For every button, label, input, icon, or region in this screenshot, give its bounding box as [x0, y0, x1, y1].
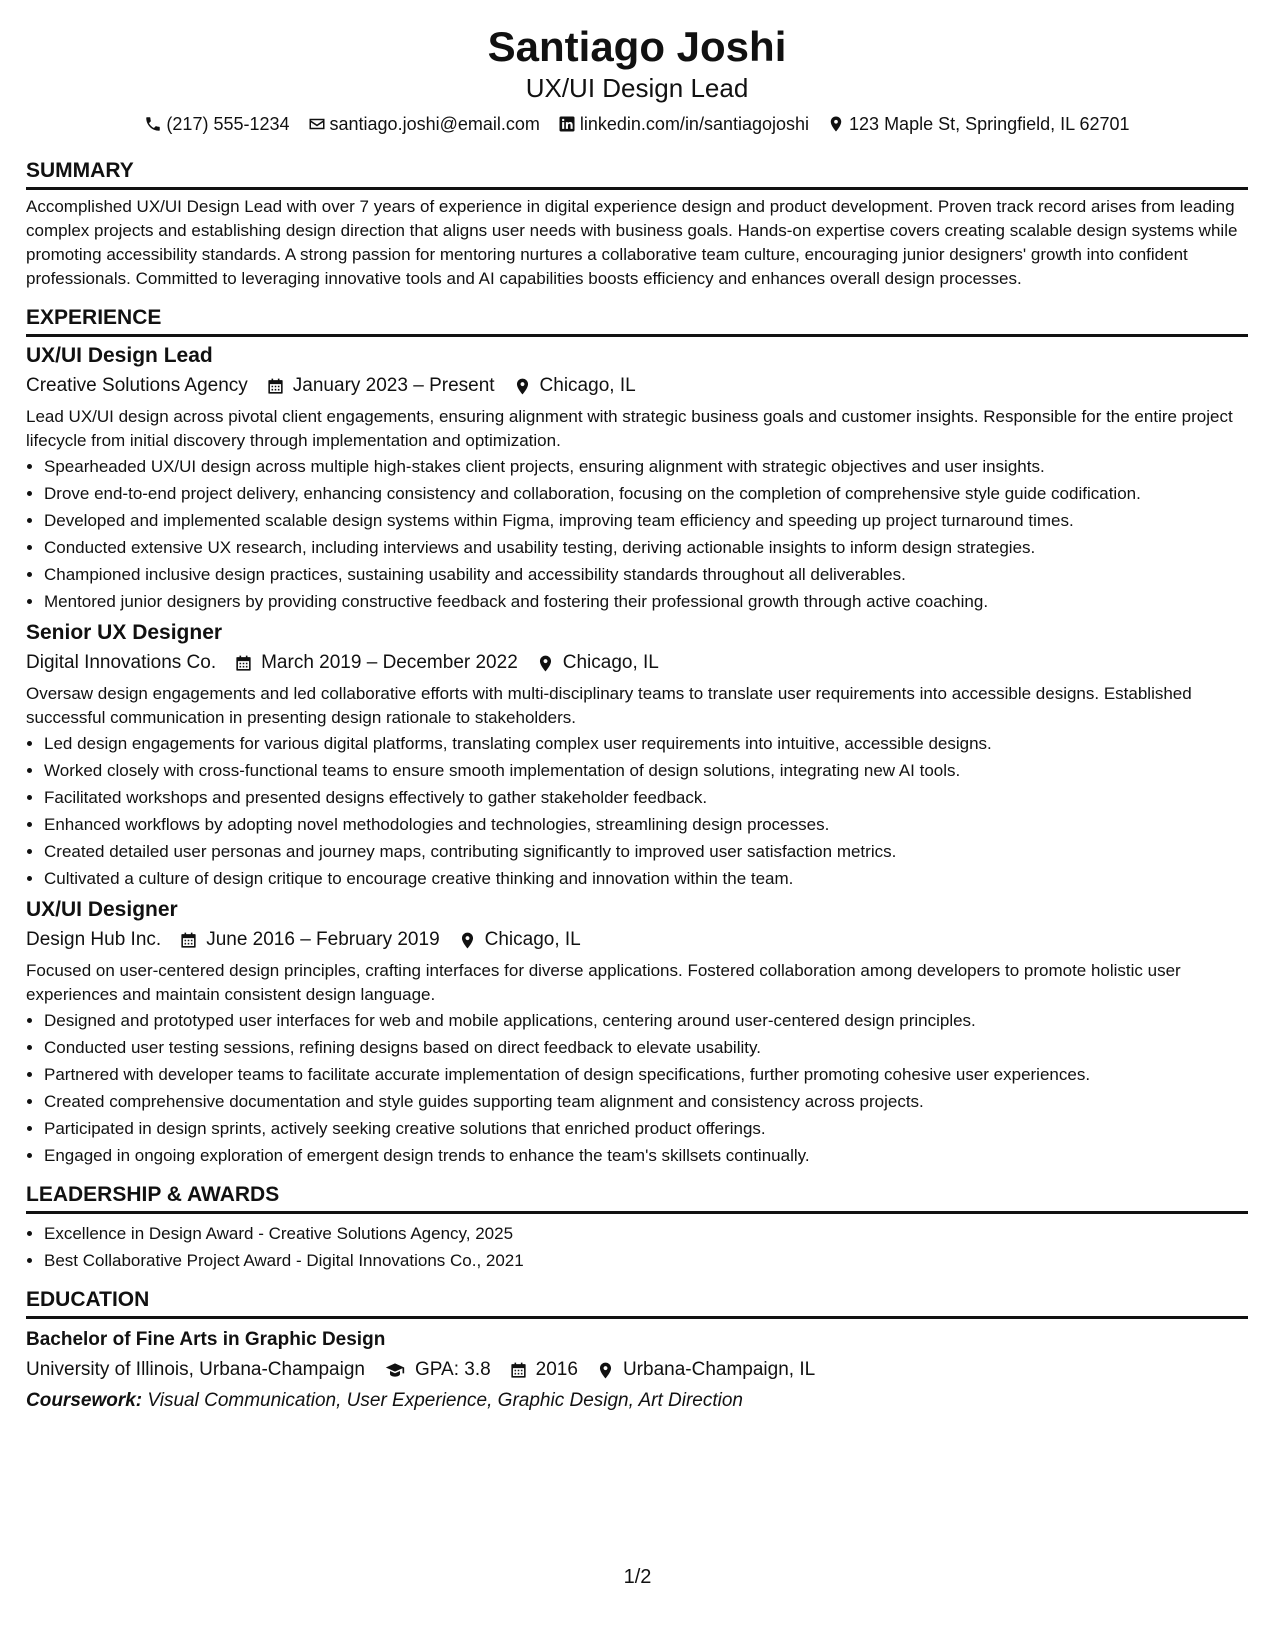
- list-item: • Drove end-to-end project delivery, enhancing consistency and collaboration, focusing on the completion of comprehensive style guide codification.: [44, 482, 1248, 506]
- calendar-icon: [266, 377, 285, 396]
- list-item: • Participated in design sprints, actively seeking creative solutions that enriched product offerings.: [44, 1117, 1248, 1141]
- job-title: UX/UI Design Lead: [26, 344, 213, 367]
- job-bullets: [26, 1009, 1248, 1168]
- list-item: • Spearheaded UX/UI design across multiple high-stakes client projects, ensuring alignment with strategic objectives and user insights.: [44, 455, 1248, 479]
- list-item: • Enhanced workflows by adopting novel methodologies and technologies, streamlining design processes.: [44, 813, 1248, 837]
- phone-icon: [144, 115, 162, 133]
- education-heading: EDUCATION: [26, 1287, 1248, 1319]
- job-dates: January 2023 – Present: [292, 375, 495, 396]
- contact-phone[interactable]: [144, 112, 289, 136]
- job-title: UX/UI Designer: [26, 898, 178, 921]
- list-item: • Engaged in ongoing exploration of emergent design trends to enhance the team's skillsets continually.: [44, 1144, 1248, 1168]
- contact-linkedin[interactable]: [558, 112, 809, 136]
- candidate-headline: UX/UI Design Lead: [525, 73, 749, 103]
- resume-page: [26, 22, 1248, 1414]
- education-section: [26, 1287, 1248, 1414]
- map-pin-icon: [513, 377, 532, 396]
- job-dates: June 2016 – February 2019: [206, 929, 440, 950]
- job-entry: [26, 897, 1248, 1168]
- calendar-icon: [179, 931, 198, 950]
- calendar-icon: [509, 1361, 528, 1380]
- map-pin-icon: [458, 931, 477, 950]
- job-title: Senior UX Designer: [26, 621, 223, 644]
- job-dates: March 2019 – December 2022: [261, 652, 518, 673]
- list-item: • Partnered with developer teams to facilitate accurate implementation of design specifications, further promoting cohesive user experiences.: [44, 1063, 1248, 1087]
- list-item: • Led design engagements for various digital platforms, translating complex user requirements into intuitive, accessible designs.: [44, 732, 1248, 756]
- job-description: Oversaw design engagements and led collaborative efforts with multi-disciplinary teams to translate user requirements into accessible designs. Established successful communication in presenting design rationale to stakeholders.: [26, 684, 1192, 727]
- list-item: • Mentored junior designers by providing constructive feedback and fostering their professional growth through active coaching.: [44, 590, 1248, 614]
- map-pin-icon: [827, 115, 845, 133]
- list-item: • Designed and prototyped user interfaces for web and mobile applications, centering around user-centered design principles.: [44, 1009, 1248, 1033]
- list-item: • Developed and implemented scalable design systems within Figma, improving team efficiency and speeding up project turnaround times.: [44, 509, 1248, 533]
- calendar-icon: [234, 654, 253, 673]
- job-description: Focused on user-centered design principles, crafting interfaces for diverse applications. Fostered collaboration among developers to promote holistic user experiences and maintain consistent design language.: [26, 961, 1181, 1004]
- coursework: [26, 1388, 1248, 1414]
- list-item: • Cultivated a culture of design critique to encourage creative thinking and innovation within the team.: [44, 867, 1248, 891]
- job-company: Design Hub Inc.: [26, 929, 162, 950]
- page-number: 1/2: [623, 1566, 652, 1588]
- education-gpa: GPA: 3.8: [414, 1359, 491, 1380]
- education-year: 2016: [535, 1359, 578, 1380]
- list-item: • Created comprehensive documentation and style guides supporting team alignment and consistency across projects.: [44, 1090, 1248, 1114]
- list-item: • Worked closely with cross-functional teams to ensure smooth implementation of design solutions, integrating new AI tools.: [44, 759, 1248, 783]
- list-item: • Excellence in Design Award - Creative Solutions Agency, 2025: [44, 1222, 1248, 1246]
- resume-header: [26, 22, 1248, 136]
- summary-section: [26, 158, 1248, 291]
- contact-address-text: 123 Maple St, Springfield, IL 62701: [849, 114, 1130, 134]
- experience-section: [26, 305, 1248, 1168]
- job-bullets: [26, 455, 1248, 614]
- job-meta: [26, 650, 1248, 676]
- linkedin-icon: [558, 115, 576, 133]
- contact-address: [827, 112, 1130, 136]
- summary-heading: SUMMARY: [26, 158, 1248, 190]
- contact-email[interactable]: [308, 112, 540, 136]
- summary-text: Accomplished UX/UI Design Lead with over 7 years of experience in digital experience design and product development. Proven track record arises from leading complex projects and establishing design direction that aligns user needs with business goals. Hands-on expertise covers creating scalable design systems while promoting accessibility standards. A strong passion for mentoring nurtures a collaborative team culture, encouraging junior designers' growth into confident professionals. Committed to leveraging innovative tools and AI capabilities boosts efficiency and enhances overall design processes.: [26, 197, 1238, 288]
- awards-list: [26, 1222, 1248, 1273]
- list-item: • Created detailed user personas and journey maps, contributing significantly to improved user satisfaction metrics.: [44, 840, 1248, 864]
- list-item: • Conducted extensive UX research, including interviews and usability testing, deriving actionable insights to inform design strategies.: [44, 536, 1248, 560]
- envelope-icon: [308, 115, 326, 133]
- job-company: Creative Solutions Agency: [26, 375, 248, 396]
- list-item: • Championed inclusive design practices, sustaining usability and accessibility standards throughout all deliverables.: [44, 563, 1248, 587]
- job-entry: [26, 620, 1248, 891]
- job-company: Digital Innovations Co.: [26, 652, 217, 673]
- list-item: • Facilitated workshops and presented designs effectively to gather stakeholder feedback.: [44, 786, 1248, 810]
- map-pin-icon: [536, 654, 555, 673]
- contact-bar: [26, 112, 1248, 136]
- job-entry: [26, 343, 1248, 614]
- awards-section: [26, 1182, 1248, 1273]
- job-meta: [26, 927, 1248, 953]
- job-location: Chicago, IL: [562, 652, 659, 673]
- school-name: University of Illinois, Urbana-Champaign: [26, 1359, 365, 1380]
- list-item: • Best Collaborative Project Award - Digital Innovations Co., 2021: [44, 1249, 1248, 1273]
- coursework-list: Visual Communication, User Experience, Graphic Design, Art Direction: [147, 1390, 743, 1411]
- job-meta: [26, 373, 1248, 399]
- awards-heading: LEADERSHIP & AWARDS: [26, 1182, 1248, 1214]
- job-location: Chicago, IL: [484, 929, 581, 950]
- contact-phone-text: (217) 555-1234: [166, 114, 290, 134]
- experience-heading: EXPERIENCE: [26, 305, 1248, 337]
- graduation-cap-icon: [383, 1360, 407, 1380]
- degree-title: Bachelor of Fine Arts in Graphic Design: [26, 1329, 386, 1350]
- education-location: Urbana-Champaign, IL: [622, 1359, 816, 1380]
- job-location: Chicago, IL: [539, 375, 636, 396]
- contact-linkedin-text: linkedin.com/in/santiagojoshi: [579, 114, 810, 134]
- contact-email-text: santiago.joshi@email.com: [329, 114, 540, 134]
- job-description: Lead UX/UI design across pivotal client engagements, ensuring alignment with strategic business goals and customer insights. Responsible for the entire project lifecycle from initial discovery through implementation and optimization.: [26, 407, 1233, 450]
- coursework-label: Coursework:: [26, 1390, 143, 1411]
- map-pin-icon: [596, 1361, 615, 1380]
- candidate-name: Santiago Joshi: [487, 23, 787, 70]
- education-meta: [26, 1357, 1248, 1383]
- list-item: • Conducted user testing sessions, refining designs based on direct feedback to elevate usability.: [44, 1036, 1248, 1060]
- job-bullets: [26, 732, 1248, 891]
